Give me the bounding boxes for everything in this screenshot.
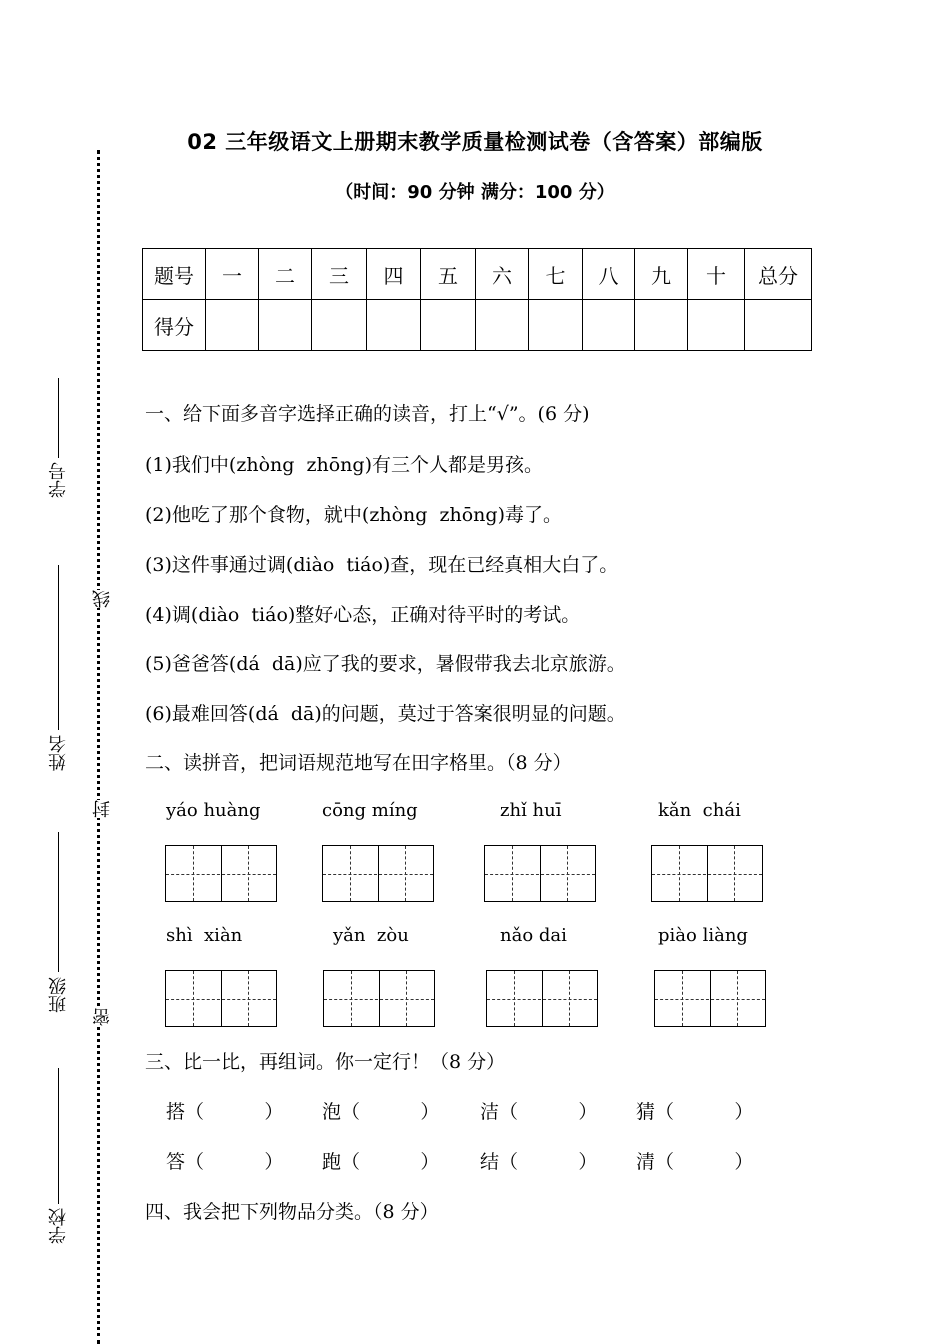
pinyin-label: yáo huàng	[166, 800, 261, 821]
class-blank	[58, 832, 59, 972]
score-table-header-row	[143, 249, 812, 300]
section2-heading: 二、读拼音，把词语规范地写在田字格里。（8 分）	[145, 752, 572, 774]
name-blank	[58, 565, 59, 730]
tianzige-box[interactable]	[486, 970, 598, 1027]
tianzige-box[interactable]	[323, 970, 435, 1027]
grid-dash	[323, 874, 433, 875]
pinyin-label: piào liàng	[658, 925, 748, 946]
compare-item[interactable]: 洁（ ）	[480, 1101, 598, 1123]
tianzige-box[interactable]	[322, 845, 434, 902]
compare-item[interactable]: 跑（ ）	[322, 1151, 440, 1173]
question-item: (3)这件事通过调(diào tiáo)查，现在已经真相大白了。	[145, 554, 619, 576]
pinyin-label: shì xiàn	[166, 925, 243, 946]
score-input-cell[interactable]	[367, 300, 421, 351]
section4-heading: 四、我会把下列物品分类。（8 分）	[145, 1201, 439, 1223]
grid-dash	[166, 874, 276, 875]
table-cell: 七	[529, 249, 583, 300]
grid-dash	[655, 999, 765, 1000]
table-cell: 三	[312, 249, 367, 300]
student-id-label: 学号	[48, 462, 69, 498]
school-blank	[58, 1068, 59, 1204]
grid-dash	[485, 874, 595, 875]
tianzige-box[interactable]	[484, 845, 596, 902]
compare-item[interactable]: 搭（ ）	[166, 1101, 284, 1123]
seal-mi-char: 密	[90, 1008, 116, 1026]
table-cell: 得分	[143, 300, 206, 351]
pinyin-label: kǎn chái	[658, 800, 741, 821]
table-cell: 八	[583, 249, 635, 300]
score-input-cell[interactable]	[583, 300, 635, 351]
grid-dash	[166, 999, 276, 1000]
score-input-cell[interactable]	[259, 300, 312, 351]
table-cell: 总分	[745, 249, 812, 300]
tianzige-box[interactable]	[651, 845, 763, 902]
compare-item[interactable]: 答（ ）	[166, 1151, 284, 1173]
pinyin-label: yǎn zòu	[333, 925, 409, 946]
table-cell: 十	[688, 249, 745, 300]
table-cell: 一	[206, 249, 259, 300]
score-input-cell[interactable]	[476, 300, 529, 351]
table-cell: 二	[259, 249, 312, 300]
tianzige-box[interactable]	[654, 970, 766, 1027]
seal-feng-char: 封	[90, 800, 116, 818]
compare-item[interactable]: 清（ ）	[636, 1151, 754, 1173]
table-cell: 题号	[143, 249, 206, 300]
score-table	[142, 248, 812, 351]
score-input-cell[interactable]	[421, 300, 476, 351]
table-cell: 四	[367, 249, 421, 300]
compare-item[interactable]: 猜（ ）	[636, 1101, 754, 1123]
pinyin-label: cōng míng	[322, 800, 418, 821]
pinyin-label: zhǐ huī	[500, 800, 562, 821]
seal-line-char: 线	[90, 590, 116, 608]
compare-item[interactable]: 泡（ ）	[322, 1101, 440, 1123]
section3-heading: 三、比一比，再组词。你一定行！（8 分）	[145, 1051, 506, 1073]
student-id-blank	[58, 378, 59, 458]
question-item: (4)调(diào tiáo)整好心态，正确对待平时的考试。	[145, 604, 581, 626]
score-input-cell[interactable]	[206, 300, 259, 351]
score-input-cell[interactable]	[688, 300, 745, 351]
table-cell: 九	[635, 249, 688, 300]
grid-dash	[487, 999, 597, 1000]
name-label: 姓名	[48, 735, 69, 771]
tianzige-box[interactable]	[165, 970, 277, 1027]
question-item: (6)最难回答(dá dā)的问题，莫过于答案很明显的问题。	[145, 703, 626, 725]
grid-dash	[652, 874, 762, 875]
question-item: (1)我们中(zhòng zhōng)有三个人都是男孩。	[145, 454, 543, 476]
compare-item[interactable]: 结（ ）	[480, 1151, 598, 1173]
school-label: 学校	[48, 1208, 69, 1244]
question-item: (2)他吃了那个食物，就中(zhòng zhōng)毒了。	[145, 504, 562, 526]
page-subtitle: （时间：90 分钟 满分：100 分）	[335, 182, 615, 203]
score-input-cell[interactable]	[529, 300, 583, 351]
page-title: 02 三年级语文上册期末教学质量检测试卷（含答案）部编版	[187, 130, 763, 154]
pinyin-label: nǎo dai	[500, 925, 567, 946]
grid-dash	[324, 999, 434, 1000]
table-cell: 六	[476, 249, 529, 300]
score-input-cell[interactable]	[745, 300, 812, 351]
score-input-cell[interactable]	[312, 300, 367, 351]
section1-heading: 一、给下面多音字选择正确的读音，打上“√”。(6 分)	[145, 403, 590, 425]
table-cell: 五	[421, 249, 476, 300]
tianzige-box[interactable]	[165, 845, 277, 902]
question-item: (5)爸爸答(dá dā)应了我的要求，暑假带我去北京旅游。	[145, 653, 626, 675]
binding-dotted-line	[97, 150, 100, 1344]
class-label: 班级	[48, 977, 69, 1013]
score-input-cell[interactable]	[635, 300, 688, 351]
score-table-score-row	[143, 300, 812, 351]
